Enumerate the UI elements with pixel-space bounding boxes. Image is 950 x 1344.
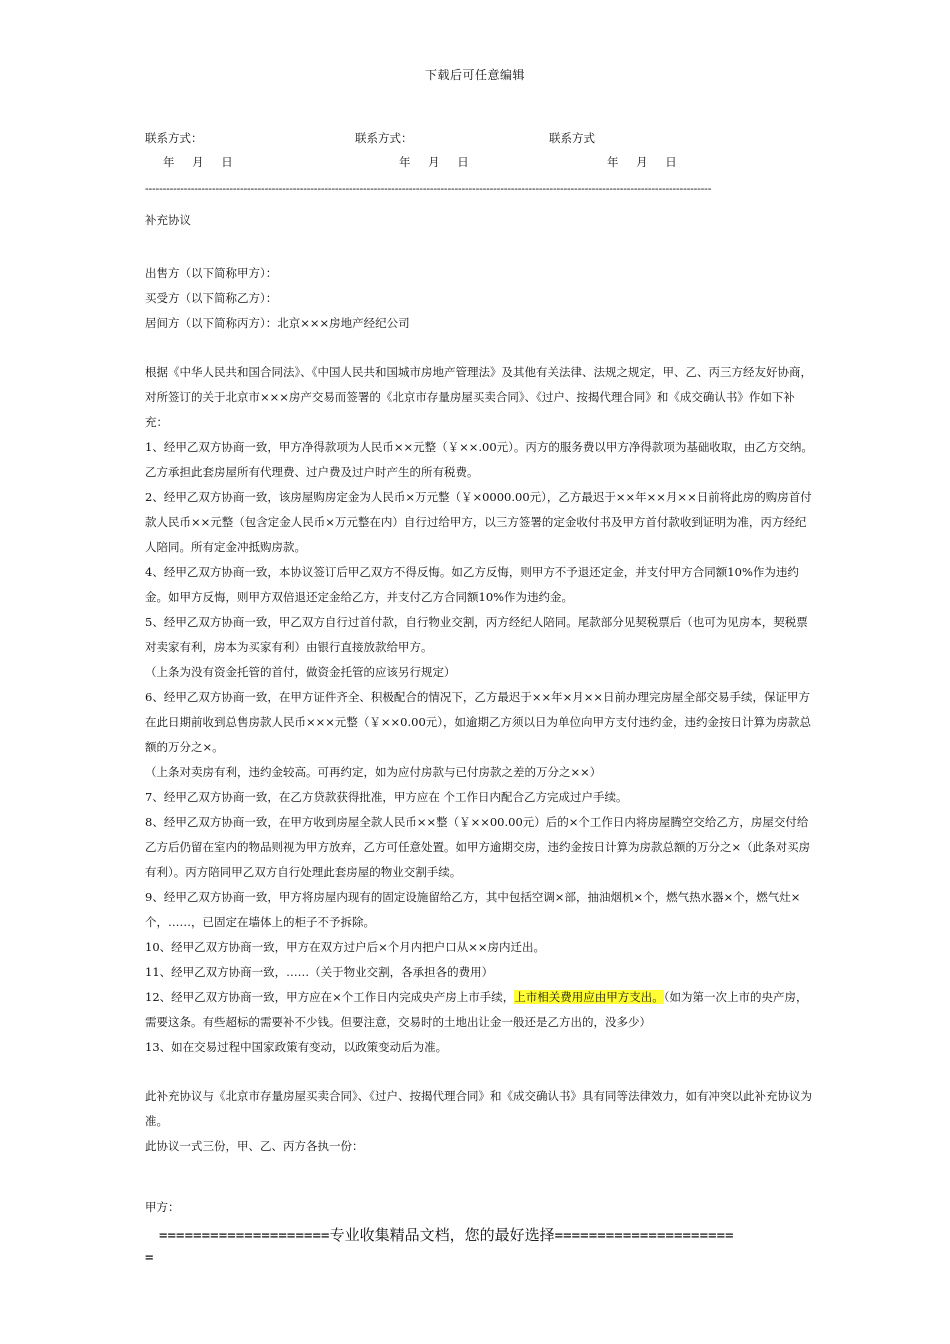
clause-8: 8、经甲乙双方协商一致，在甲方收到房屋全款人民币××整（￥××00.00元）后的×个工作日内将房屋腾空交给乙方，房屋交付给乙方后仍留在室内的物品则视为甲方放弃，乙方可任意处置。如甲方逾期交房，违约金按日计算为房款总额的万分之×（此条对买房有利）。丙方陪同甲乙双方自行处理此套房屋的物业交割手续。 bbox=[145, 815, 811, 879]
clause-11: 11、经甲乙双方协商一致，……（关于物业交割，各承担各的费用） bbox=[145, 965, 494, 979]
copies-statement: 此协议一式三份，甲、乙、丙方各执一份： bbox=[145, 1139, 364, 1153]
agreement-title: 补充协议 bbox=[145, 213, 191, 227]
footer-right-rule: ===================== bbox=[554, 1228, 734, 1244]
clause-1: 1、经甲乙双方协商一致，甲方净得款项为人民币××元整（￥××.00元）。丙方的服务费以甲方净得款项为基础收取，由乙方交纳。乙方承担此套房屋所有代理费、过户费及过户时产生的所有税费。 bbox=[145, 440, 813, 479]
document-body bbox=[145, 130, 815, 1220]
clause-12-text: 12、经甲乙双方协商一致，甲方应在×个工作日内完成央产房上市手续， bbox=[145, 990, 515, 1004]
footer-text: 专业收集精品文档，您的最好选择 bbox=[329, 1226, 555, 1244]
clause-12-highlight: 上市相关费用应由甲方支出。 bbox=[514, 990, 664, 1004]
divider-line: ----------------------------------------------------------------------------------------------------------------------------------------------------------------- bbox=[145, 182, 712, 195]
footer-line bbox=[145, 1224, 815, 1247]
party-buyer: 买受方（以下简称乙方）： bbox=[145, 291, 278, 305]
clause-12-note: （如为第一次上市的央产房，需要这条。有些超标的需要补不少钱。但要注意，交易时的土地出让金一般还是乙方出的，没多少） bbox=[145, 990, 808, 1029]
party-seller: 出售方（以下简称甲方）： bbox=[145, 266, 278, 280]
date-a: 年 月 日 bbox=[163, 155, 233, 169]
clause-6: 6、经甲乙双方协商一致，在甲方证件齐全、积极配合的情况下，乙方最迟于××年×月××日前办理完房屋全部交易手续，保证甲方在此日期前收到总售房款人民币×××元整（￥××0.00元），如逾期乙方须以日为单位向甲方支付违约金，违约金按日计算为房款总额的万分之×。 bbox=[145, 690, 812, 754]
date-row bbox=[145, 154, 815, 178]
date-c: 年 月 日 bbox=[607, 155, 677, 169]
signature-party-a: 甲方： bbox=[145, 1200, 180, 1214]
contact-label-b: 联系方式： bbox=[355, 131, 413, 145]
footer-last-rule: = bbox=[145, 1250, 154, 1266]
contact-row bbox=[145, 130, 815, 154]
contact-label-a: 联系方式： bbox=[145, 131, 203, 145]
header-note: 下载后可任意编辑 bbox=[424, 68, 525, 82]
contact-label-c: 联系方式 bbox=[549, 131, 595, 145]
clause-6-note: （上条对卖房有利，违约金较高。可再约定，如为应付房款与已付房款之差的万分之××） bbox=[145, 765, 602, 779]
clause-7: 7、经甲乙双方协商一致，在乙方贷款获得批准，甲方应在 个工作日内配合乙方完成过户手续。 bbox=[145, 790, 628, 804]
intro-paragraph: 根据《中华人民共和国合同法》、《中国人民共和国城市房地产管理法》及其他有关法律、法规之规定，甲、乙、丙三方经友好协商，对所签订的关于北京市×××房产交易而签署的《北京市存量房屋买卖合同》、《过户、按揭代理合同》和《成交确认书》作如下补充： bbox=[145, 365, 812, 429]
clause-10: 10、经甲乙双方协商一致，甲方在双方过户后×个月内把户口从××房内迁出。 bbox=[145, 940, 546, 954]
clause-13: 13、如在交易过程中国家政策有变动，以政策变动后为准。 bbox=[145, 1040, 448, 1054]
closing-statement: 此补充协议与《北京市存量房屋买卖合同》、《过户、按揭代理合同》和《成交确认书》具有同等法律效力，如有冲突以此补充协议为准。 bbox=[145, 1089, 812, 1128]
clause-12 bbox=[145, 985, 815, 1035]
footer-banner bbox=[145, 1224, 815, 1269]
clause-4: 4、经甲乙双方协商一致，本协议签订后甲乙双方不得反悔。如乙方反悔，则甲方不予退还定金，并支付甲方合同额10%作为违约金。如甲方反悔，则甲方双倍退还定金给乙方，并支付乙方合同额10%作为违约金。 bbox=[145, 565, 799, 604]
party-agent: 居间方（以下简称丙方）：北京×××房地产经纪公司 bbox=[145, 316, 410, 330]
footer-left-rule: ==================== bbox=[159, 1228, 330, 1244]
clause-5: 5、经甲乙双方协商一致，甲乙双方自行过首付款，自行物业交割，丙方经纪人陪同。尾款部分见契税票后（也可为见房本，契税票对卖家有利，房本为买家有利）由银行直接放款给甲方。 bbox=[145, 615, 808, 654]
clause-2: 2、经甲乙双方协商一致，该房屋购房定金为人民币×万元整（￥×0000.00元），乙方最迟于××年××月××日前将此房的购房首付款人民币××元整（包含定金人民币×万元整在内）自行过给甲方，以三方签署的定金收付书及甲方首付款收到证明为准，丙方经纪人陪同。所有定金冲抵购房款。 bbox=[145, 490, 812, 554]
clause-5-note: （上条为没有资金托管的首付，做资金托管的应该另行规定） bbox=[145, 665, 456, 679]
clause-9: 9、经甲乙双方协商一致，甲方将房屋内现有的固定设施留给乙方，其中包括空调×部，抽油烟机×个，燃气热水器×个，燃气灶×个，……，已固定在墙体上的柜子不予拆除。 bbox=[145, 890, 801, 929]
date-b: 年 月 日 bbox=[399, 155, 469, 169]
